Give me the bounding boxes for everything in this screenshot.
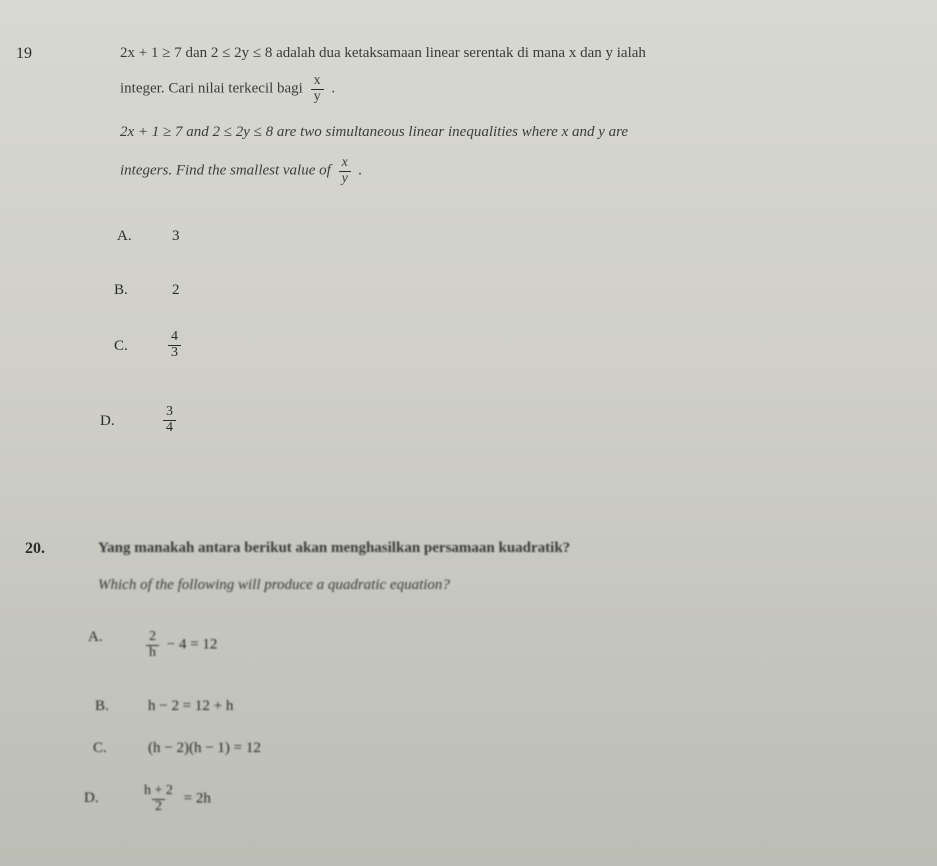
- fraction-denominator: 4: [163, 420, 176, 436]
- fraction-denominator: y: [339, 171, 351, 187]
- q20-option-b-letter[interactable]: B.: [95, 698, 109, 714]
- fraction-numerator: x: [341, 155, 348, 170]
- q20-malay-text: Yang manakah antara berikut akan menghasilkan persamaan kuadratik?: [98, 540, 571, 556]
- q19-english-line1: 2x + 1 ≥ 7 and 2 ≤ 2y ≤ 8 are two simultaneous linear inequalities where x and y are: [120, 124, 629, 140]
- fraction-denominator: y: [311, 89, 324, 105]
- option-d-fraction: [141, 784, 176, 814]
- q19-option-d-value[interactable]: [159, 405, 180, 435]
- option-d-fraction: [163, 405, 176, 435]
- q19-option-b-letter[interactable]: B.: [114, 282, 128, 298]
- q19-english-line2: [120, 156, 362, 186]
- q20-option-c-value[interactable]: (h − 2)(h − 1) = 12: [148, 740, 261, 756]
- q20-english-text: Which of the following will produce a quadratic equation?: [98, 577, 450, 593]
- question-20-number: 20.: [25, 540, 45, 557]
- fraction-denominator: 3: [168, 345, 181, 361]
- q19-option-d-letter[interactable]: D.: [100, 413, 115, 429]
- q19-option-a-value[interactable]: 3: [172, 228, 180, 244]
- q19-english-end: .: [358, 162, 363, 179]
- q19-option-b-value[interactable]: 2: [172, 282, 180, 298]
- fraction-numerator: h + 2: [144, 783, 173, 798]
- q19-option-c-letter[interactable]: C.: [114, 338, 128, 354]
- q19-malay-fraction: [311, 74, 324, 104]
- q20-option-d-letter[interactable]: D.: [84, 790, 99, 806]
- fraction-numerator: 2: [149, 629, 156, 644]
- q19-option-a-letter[interactable]: A.: [117, 228, 132, 244]
- q19-malay-line2: [120, 74, 335, 104]
- fraction-numerator: 3: [166, 404, 173, 419]
- option-c-fraction: [168, 330, 181, 360]
- fraction-numerator: x: [313, 73, 321, 88]
- q19-english-fraction: [339, 156, 351, 186]
- option-d-rest: = 2h: [183, 790, 211, 807]
- q20-option-c-letter[interactable]: C.: [93, 740, 107, 756]
- q20-option-b-value[interactable]: h − 2 = 12 + h: [148, 698, 234, 714]
- option-a-rest: − 4 = 12: [166, 636, 218, 653]
- question-19-number: 19: [16, 45, 32, 62]
- q19-malay-line1: 2x + 1 ≥ 7 dan 2 ≤ 2y ≤ 8 adalah dua ketaksamaan linear serentak di mana x dan y ialah: [120, 45, 646, 61]
- fraction-numerator: 4: [171, 329, 178, 344]
- fraction-denominator: h: [146, 645, 159, 661]
- q19-option-c-value[interactable]: [164, 330, 185, 360]
- q19-malay-end: .: [331, 80, 336, 97]
- option-a-fraction: [146, 630, 159, 660]
- q20-option-a-letter[interactable]: A.: [88, 629, 103, 645]
- q19-english-line2-text: integers. Find the smallest value of: [120, 162, 331, 179]
- fraction-denominator: 2: [152, 799, 165, 815]
- q19-malay-line2-text: integer. Cari nilai terkecil bagi: [120, 80, 303, 97]
- q20-option-d-value[interactable]: [137, 784, 211, 814]
- q20-option-a-value[interactable]: [142, 630, 217, 660]
